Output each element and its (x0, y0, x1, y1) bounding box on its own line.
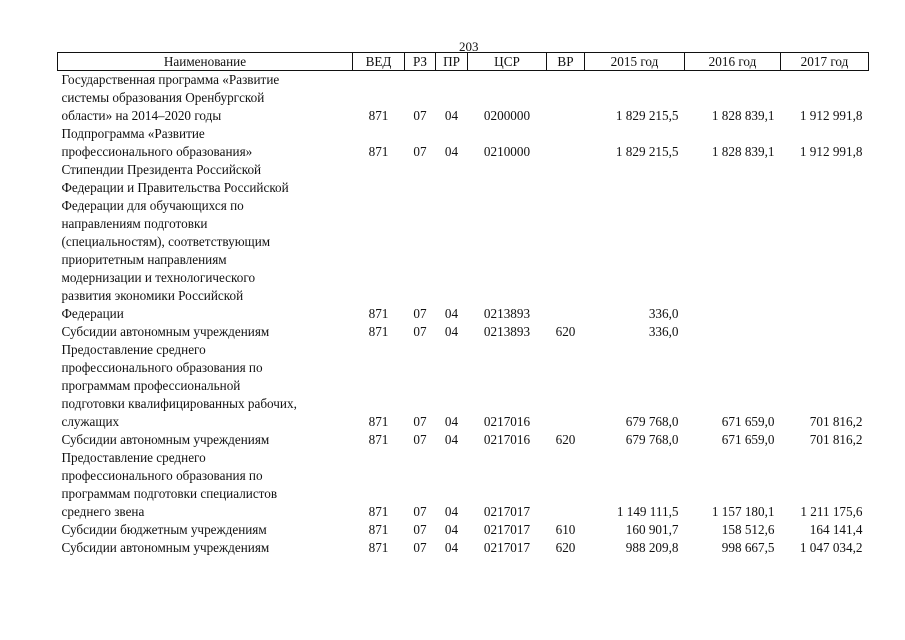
table-body (58, 71, 869, 558)
header-pr: ПР (436, 53, 468, 71)
cell-rz: 07 (413, 414, 427, 429)
cell-y2016 (685, 323, 781, 341)
cell-rz: 07 (413, 306, 427, 321)
cell-ved: 871 (368, 144, 389, 159)
cell-y2016: 998 667,5 (721, 540, 775, 555)
budget-table (57, 52, 869, 557)
cell-vr (547, 125, 585, 161)
name-line: Субсидии автономным учреждениям (61, 432, 270, 447)
cell-name (58, 161, 353, 323)
cell-pr: 04 (444, 414, 459, 429)
cell-vr (547, 449, 585, 521)
name-line: модернизации и технологического (61, 270, 256, 285)
cell-rz: 07 (413, 540, 427, 555)
cell-csr: 0217016 (483, 414, 531, 429)
cell-ved: 871 (368, 306, 389, 321)
cell-name (58, 521, 353, 539)
cell-y2016: 1 157 180,1 (711, 504, 775, 519)
cell-name (58, 341, 353, 431)
cell-y2016: 158 512,6 (721, 522, 775, 537)
cell-y2016 (685, 161, 781, 323)
cell-name (58, 323, 353, 341)
name-line: профессионального образования по (61, 468, 263, 483)
cell-rz: 07 (413, 108, 427, 123)
cell-pr: 04 (444, 522, 459, 537)
cell-csr: 0200000 (483, 108, 531, 123)
cell-vr (547, 341, 585, 431)
name-line: (специальностям), соответствующим (61, 234, 271, 249)
name-line: Предоставление среднего (61, 450, 206, 465)
table-row (58, 323, 869, 341)
name-line: Стипендии Президента Российской (61, 162, 262, 177)
name-line: служащих (61, 414, 120, 429)
cell-pr: 04 (444, 306, 459, 321)
table-row (58, 341, 869, 431)
name-line: среднего звена (61, 504, 145, 519)
cell-y2016: 671 659,0 (721, 432, 775, 447)
cell-y2017: 1 912 991,8 (799, 108, 863, 123)
cell-vr: 620 (555, 432, 576, 447)
name-line: системы образования Оренбургской (61, 90, 265, 105)
cell-rz: 07 (413, 504, 427, 519)
table-row (58, 539, 869, 557)
cell-y2015: 336,0 (648, 324, 679, 339)
cell-csr: 0217017 (483, 540, 531, 555)
header-vr: ВР (547, 53, 585, 71)
cell-y2017: 701 816,2 (809, 432, 863, 447)
cell-ved: 871 (368, 522, 389, 537)
cell-name (58, 71, 353, 126)
name-line: Федерации (61, 306, 124, 321)
header-rz: РЗ (405, 53, 436, 71)
name-line: области» на 2014–2020 годы (61, 108, 222, 123)
cell-pr: 04 (444, 108, 459, 123)
cell-y2017: 1 912 991,8 (799, 144, 863, 159)
cell-csr: 0217017 (483, 522, 531, 537)
cell-ved: 871 (368, 432, 389, 447)
cell-rz: 07 (413, 522, 427, 537)
cell-vr: 610 (555, 522, 576, 537)
cell-y2015: 679 768,0 (625, 432, 679, 447)
name-line: Субсидии автономным учреждениям (61, 324, 270, 339)
cell-y2015: 988 209,8 (625, 540, 679, 555)
header-csr: ЦСР (468, 53, 547, 71)
name-line: Федерации для обучающихся по (61, 198, 244, 213)
cell-pr: 04 (444, 324, 459, 339)
cell-vr: 620 (555, 540, 576, 555)
cell-y2017: 1 211 175,6 (800, 504, 863, 519)
cell-pr: 04 (444, 144, 459, 159)
name-line: профессионального образования» (61, 144, 253, 159)
cell-vr (547, 161, 585, 323)
cell-rz: 07 (413, 432, 427, 447)
cell-csr: 0213893 (483, 306, 531, 321)
name-line: Федерации и Правительства Российской (61, 180, 289, 195)
table-header (58, 53, 869, 71)
name-line: Субсидии бюджетным учреждениям (61, 522, 267, 537)
header-2016: 2016 год (685, 53, 781, 71)
table-row (58, 449, 869, 521)
cell-csr: 0213893 (483, 324, 531, 339)
table-row (58, 125, 869, 161)
cell-name (58, 539, 353, 557)
cell-ved: 871 (368, 414, 389, 429)
name-line: Государственная программа «Развитие (61, 72, 280, 87)
name-line: профессионального образования по (61, 360, 263, 375)
cell-y2016: 1 828 839,1 (711, 144, 775, 159)
header-2017: 2017 год (781, 53, 869, 71)
cell-ved: 871 (368, 504, 389, 519)
name-line: развития экономики Российской (61, 288, 244, 303)
cell-name (58, 431, 353, 449)
header-2015: 2015 год (585, 53, 685, 71)
name-line: программам подготовки специалистов (61, 486, 278, 501)
cell-y2016: 671 659,0 (721, 414, 775, 429)
cell-vr (547, 71, 585, 126)
cell-y2015: 1 829 215,5 (615, 108, 679, 123)
cell-csr: 0217017 (483, 504, 531, 519)
cell-csr: 0210000 (483, 144, 531, 159)
cell-pr: 04 (444, 540, 459, 555)
cell-y2015: 1 149 111,5 (616, 504, 679, 519)
cell-ved: 871 (368, 324, 389, 339)
cell-name (58, 125, 353, 161)
cell-pr: 04 (444, 432, 459, 447)
cell-y2017: 164 141,4 (809, 522, 863, 537)
header-ved: ВЕД (353, 53, 405, 71)
cell-ved: 871 (368, 108, 389, 123)
cell-ved: 871 (368, 540, 389, 555)
cell-y2015: 679 768,0 (625, 414, 679, 429)
cell-csr: 0217016 (483, 432, 531, 447)
cell-y2017 (781, 161, 869, 323)
name-line: приоритетным направлениям (61, 252, 227, 267)
cell-y2015: 336,0 (648, 306, 679, 321)
name-line: программам профессиональной (61, 378, 241, 393)
header-name: Наименование (58, 53, 353, 71)
cell-y2015: 1 829 215,5 (615, 144, 679, 159)
cell-rz: 07 (413, 144, 427, 159)
name-line: направлениям подготовки (61, 216, 208, 231)
cell-name (58, 449, 353, 521)
table-row (58, 521, 869, 539)
cell-y2017 (781, 323, 869, 341)
table-row (58, 71, 869, 126)
name-line: подготовки квалифицированных рабочих, (61, 396, 297, 411)
cell-y2015: 160 901,7 (625, 522, 679, 537)
cell-y2017: 1 047 034,2 (799, 540, 863, 555)
name-line: Субсидии автономным учреждениям (61, 540, 270, 555)
cell-vr: 620 (555, 324, 576, 339)
cell-rz: 07 (413, 324, 427, 339)
table-row (58, 161, 869, 323)
cell-y2017: 701 816,2 (809, 414, 863, 429)
cell-pr: 04 (444, 504, 459, 519)
name-line: Подпрограмма «Развитие (61, 126, 205, 141)
name-line: Предоставление среднего (61, 342, 206, 357)
table-row (58, 431, 869, 449)
cell-y2016: 1 828 839,1 (711, 108, 775, 123)
page-number: 203 (459, 39, 479, 54)
